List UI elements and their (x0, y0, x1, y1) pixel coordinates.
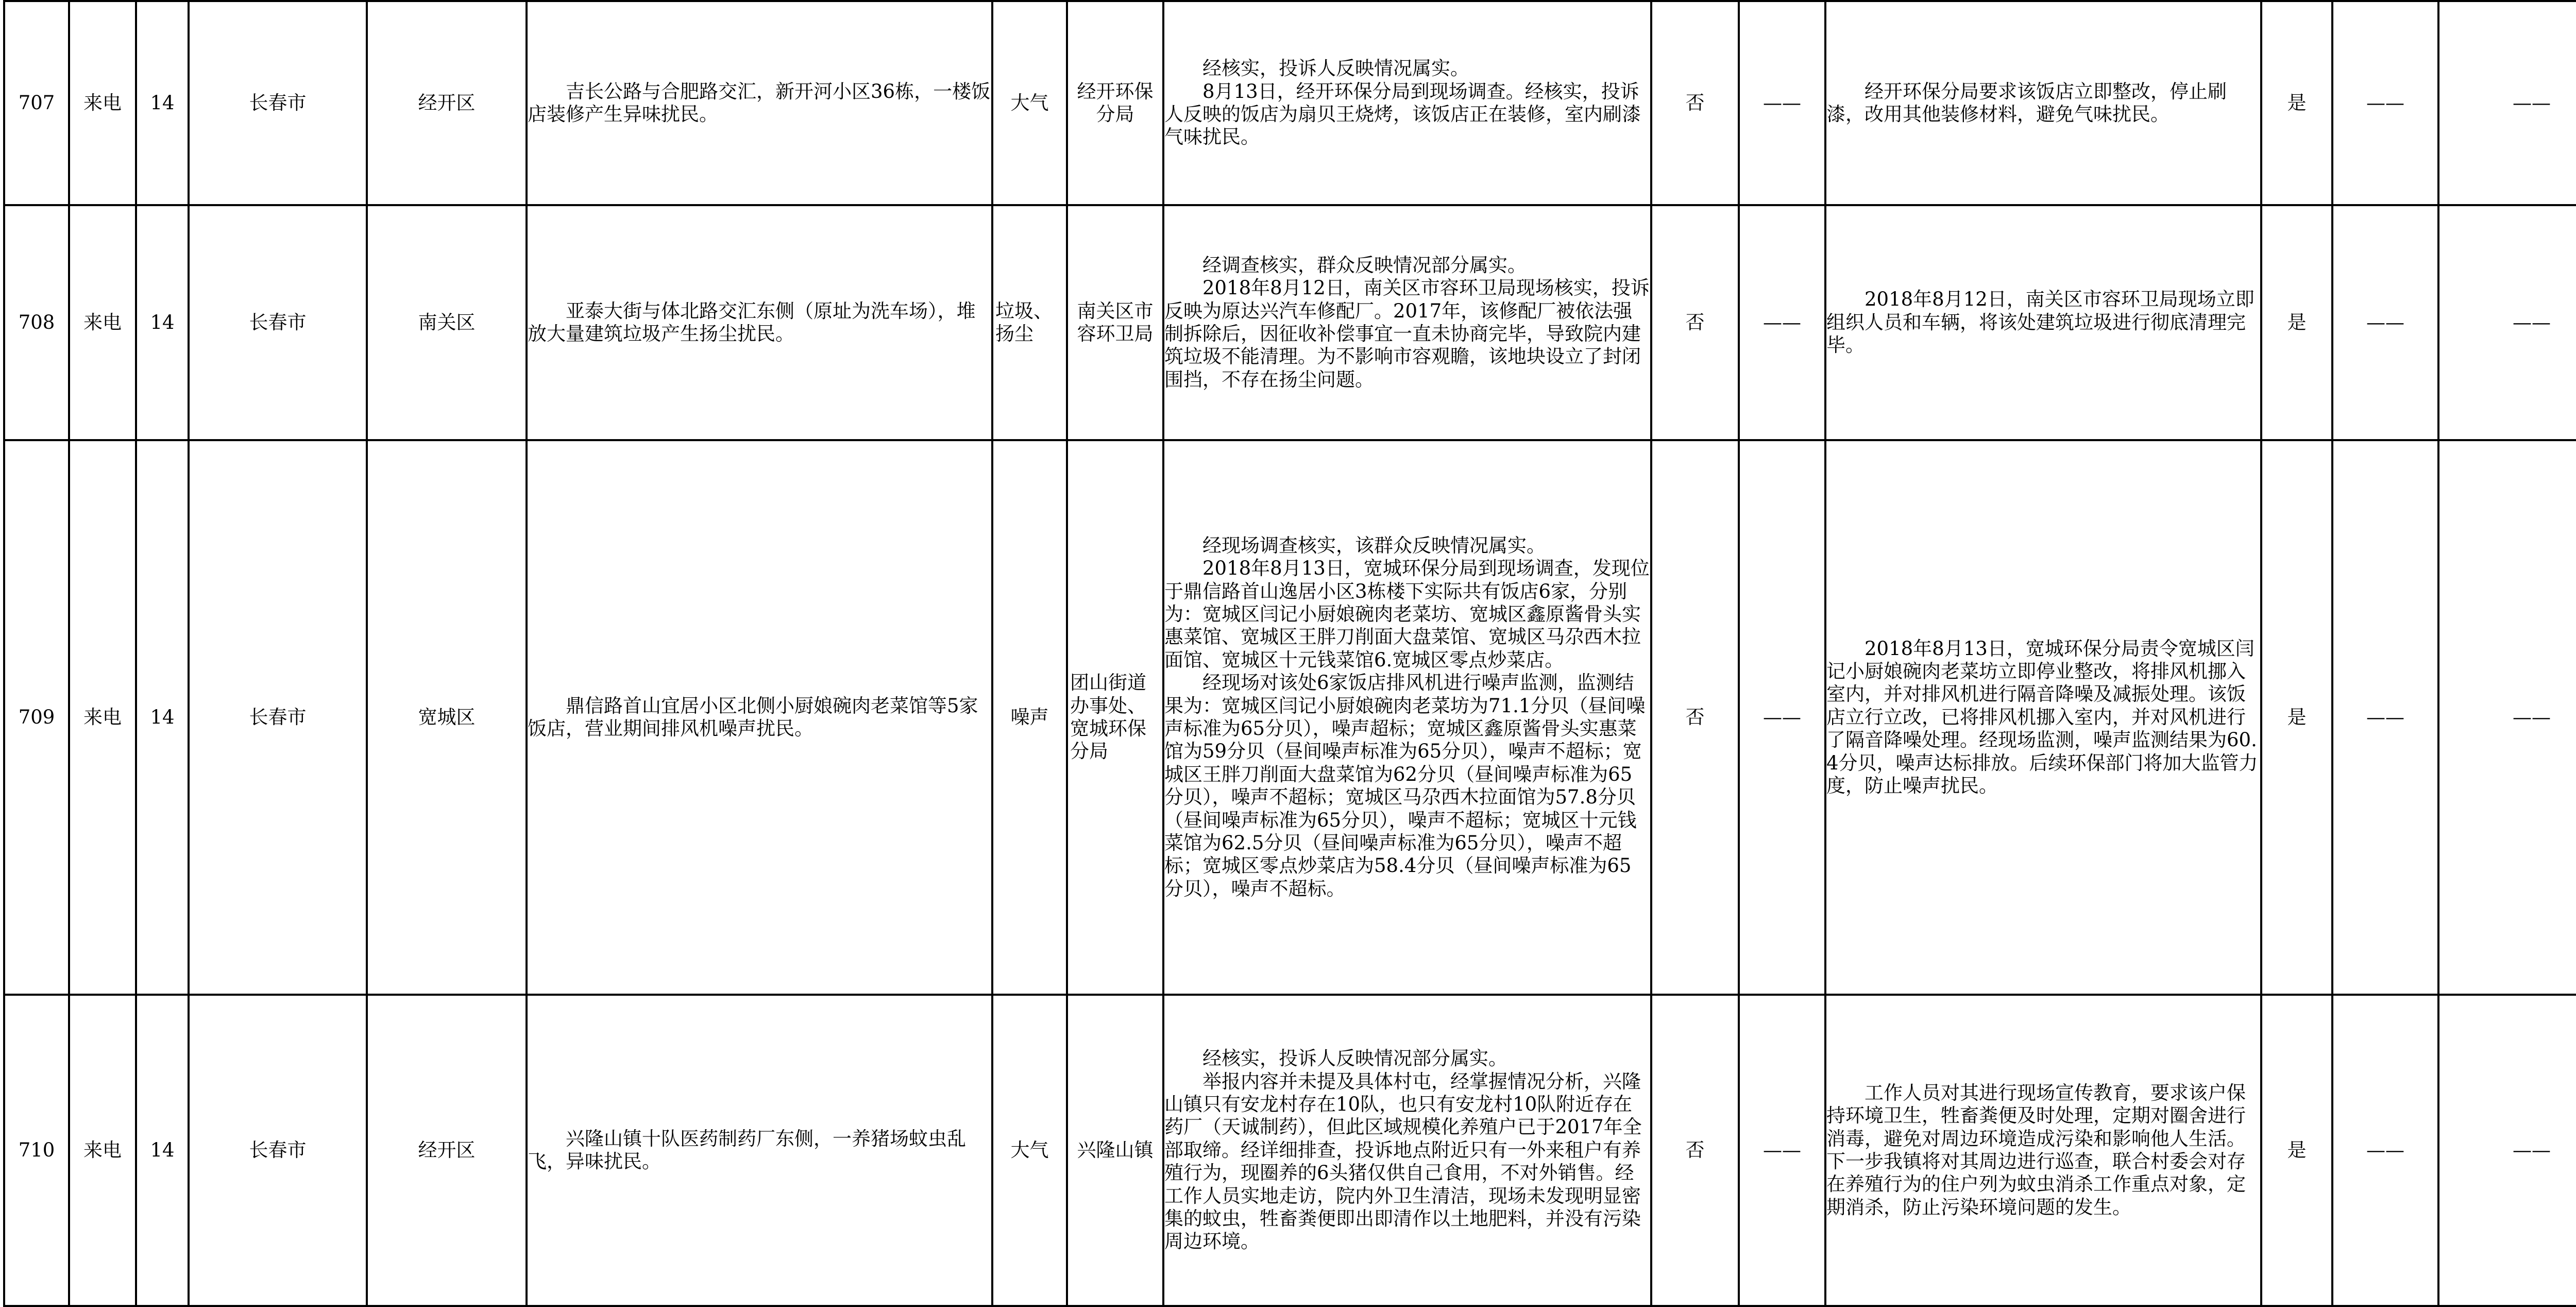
extra-cell-2: —— (2438, 205, 2576, 440)
extra-cell-1: —— (2332, 1, 2438, 205)
penalized-cell: 否 (1651, 440, 1739, 995)
extra-cell-1: —— (2332, 440, 2438, 995)
row-number-cell: 708 (4, 205, 69, 440)
penalty-cell: —— (1739, 995, 1825, 1306)
findings-paragraph: 8月13日，经开环保分局到现场调查。经核实，投诉人反映的饭店为扇贝王烧烤，该饭店正在装修，室内刷漆气味扰民。 (1164, 80, 1641, 148)
batch-cell: 14 (136, 205, 189, 440)
extra-cell-2: —— (2438, 995, 2576, 1306)
penalized-cell: 否 (1651, 205, 1739, 440)
source-cell: 来电 (69, 1, 136, 205)
closed-cell: 是 (2261, 440, 2332, 995)
table-row (4, 1, 2576, 205)
complaint-table (3, 0, 2576, 1307)
findings-paragraph: 2018年8月13日，宽城环保分局到现场调查，发现位于鼎信路首山逸居小区3栋楼下实际共有饭店6家，分别为：宽城区闫记小厨娘碗肉老菜坊、宽城区鑫原酱骨头实惠菜馆、宽城区王胖刀削面大盘菜馆、宽城区马尕西木拉面馆、宽城区十元钱菜馆6.宽城区零点炒菜店。 (1164, 557, 1650, 671)
findings-paragraph: 经调查核实，群众反映情况部分属实。 (1202, 254, 1527, 276)
complaint-text: 兴隆山镇十队医药制药厂东侧，一养猪场蚊虫乱飞，异味扰民。 (528, 1127, 966, 1172)
handling-cell (1825, 205, 2261, 440)
batch-cell: 14 (136, 995, 189, 1306)
complaint-cell (527, 205, 992, 440)
responsible-unit-cell: 经开环保分局 (1067, 1, 1163, 205)
handling-text: 2018年8月13日，宽城环保分局责令宽城区闫记小厨娘碗肉老菜坊立即停业整改，将排风机挪入室内，并对排风机进行隔音降噪及减振处理。该饭店立行立改，已将排风机挪入室内，并对风机进行了隔音降噪处理。经现场监测，噪声监测结果为60.4分贝，噪声达标排放。后续环保部门将加大监管力度，防止噪声扰民。 (1826, 637, 2258, 797)
handling-text: 工作人员对其进行现场宣传教育，要求该户保持环境卫生，牲畜粪便及时处理，定期对圈舍进行消毒，避免对周边环境造成污染和影响他人生活。下一步我镇将对其周边进行巡查，联合村委会对存在养殖行为的住户列为蚊虫消杀工作重点对象，定期消杀，防止污染环境问题的发生。 (1826, 1081, 2246, 1218)
row-number-cell: 710 (4, 995, 69, 1306)
findings-paragraph: 2018年8月12日，南关区市容环卫局现场核实，投诉反映为原达兴汽车修配厂。2017年，该修配厂被依法强制拆除后，因征收补偿事宜一直未协商完毕，导致院内建筑垃圾不能清理。为不影响市容观瞻，该地块设立了封闭围挡，不存在扬尘问题。 (1164, 277, 1650, 391)
complaint-cell (527, 995, 992, 1306)
handling-text: 2018年8月12日，南关区市容环卫局现场立即组织人员和车辆，将该处建筑垃圾进行彻底清理完毕。 (1826, 288, 2255, 357)
city-cell: 长春市 (189, 1, 367, 205)
district-cell: 经开区 (367, 995, 527, 1306)
responsible-unit-cell: 兴隆山镇 (1067, 995, 1163, 1306)
district-cell: 南关区 (367, 205, 527, 440)
findings-cell (1163, 995, 1651, 1306)
city-cell: 长春市 (189, 440, 367, 995)
extra-cell-1: —— (2332, 995, 2438, 1306)
batch-cell: 14 (136, 440, 189, 995)
complaint-text: 吉长公路与合肥路交汇，新开河小区36栋，一楼饭店装修产生异味扰民。 (528, 80, 991, 125)
handling-cell (1825, 995, 2261, 1306)
batch-cell: 14 (136, 1, 189, 205)
district-cell: 宽城区 (367, 440, 527, 995)
findings-paragraph: 举报内容并未提及具体村屯，经掌握情况分析，兴隆山镇只有安龙村存在10队，也只有安龙村10队附近存在药厂（天诚制药），但此区域规模化养殖户已于2017年全部取缔。经详细排查，投诉地点附近只有一外来租户有养殖行为，现圈养的6头猪仅供自己食用，不对外销售。经工作人员实地走访，院内外卫生清洁，现场未发现明显密集的蚊虫，牲畜粪便即出即清作以土地肥料，并没有污染周边环境。 (1164, 1070, 1642, 1253)
responsible-unit-cell (1067, 440, 1163, 995)
source-cell: 来电 (69, 440, 136, 995)
findings-paragraph: 经现场对该处6家饭店排风机进行噪声监测，监测结果为：宽城区闫记小厨娘碗肉老菜坊为71.1分贝（昼间噪声标准为65分贝），噪声超标；宽城区鑫原酱骨头实惠菜馆为59分贝（昼间噪声标准为65分贝），噪声不超标；宽城区王胖刀削面大盘菜馆为62分贝（昼间噪声标准为65分贝），噪声不超标；宽城区马尕西木拉面馆为57.8分贝（昼间噪声标准为65分贝），噪声不超标；宽城区十元钱菜馆为62.5分贝（昼间噪声标准为65分贝），噪声不超标；宽城区零点炒菜店为58.4分贝（昼间噪声标准为65分贝），噪声不超标。 (1164, 672, 1646, 900)
findings-cell (1163, 205, 1651, 440)
findings-cell (1163, 440, 1651, 995)
closed-cell: 是 (2261, 205, 2332, 440)
district-cell: 经开区 (367, 1, 527, 205)
complaint-cell (527, 1, 992, 205)
complaint-text: 亚泰大街与体北路交汇东侧（原址为洗车场），堆放大量建筑垃圾产生扬尘扰民。 (528, 299, 976, 345)
row-number-cell: 709 (4, 440, 69, 995)
penalized-cell: 否 (1651, 995, 1739, 1306)
table-row (4, 205, 2576, 440)
responsible-unit-text: 团山街道办事处、宽城环保分局 (1070, 672, 1146, 763)
penalized-cell: 否 (1651, 1, 1739, 205)
findings-paragraph: 经核实，投诉人反映情况属实。 (1202, 57, 1469, 80)
extra-cell-1: —— (2332, 205, 2438, 440)
pollution-type-cell: 大气 (992, 995, 1067, 1306)
handling-cell (1825, 1, 2261, 205)
pollution-type-cell (992, 205, 1067, 440)
complaint-cell (527, 440, 992, 995)
row-number-cell: 707 (4, 1, 69, 205)
pollution-type-cell: 大气 (992, 1, 1067, 205)
table-row (4, 440, 2576, 995)
table-row (4, 995, 2576, 1306)
responsible-unit-cell: 南关区市容环卫局 (1067, 205, 1163, 440)
extra-cell-2: —— (2438, 1, 2576, 205)
handling-cell (1825, 440, 2261, 995)
pollution-type-cell: 噪声 (992, 440, 1067, 995)
penalty-cell: —— (1739, 440, 1825, 995)
findings-paragraph: 经现场调查核实，该群众反映情况属实。 (1202, 534, 1546, 557)
penalty-cell: —— (1739, 1, 1825, 205)
findings-paragraph: 经核实，投诉人反映情况部分属实。 (1202, 1047, 1507, 1070)
findings-cell (1163, 1, 1651, 205)
closed-cell: 是 (2261, 995, 2332, 1306)
complaint-text: 鼎信路首山宜居小区北侧小厨娘碗肉老菜馆等5家饭店，营业期间排风机噪声扰民。 (528, 694, 978, 740)
city-cell: 长春市 (189, 995, 367, 1306)
pollution-type-text: 垃圾、扬尘 (995, 299, 1053, 345)
closed-cell: 是 (2261, 1, 2332, 205)
source-cell: 来电 (69, 995, 136, 1306)
city-cell: 长春市 (189, 205, 367, 440)
source-cell: 来电 (69, 205, 136, 440)
handling-text: 经开环保分局要求该饭店立即整改，停止刷漆，改用其他装修材料，避免气味扰民。 (1826, 80, 2227, 125)
extra-cell-2: —— (2438, 440, 2576, 995)
penalty-cell: —— (1739, 205, 1825, 440)
